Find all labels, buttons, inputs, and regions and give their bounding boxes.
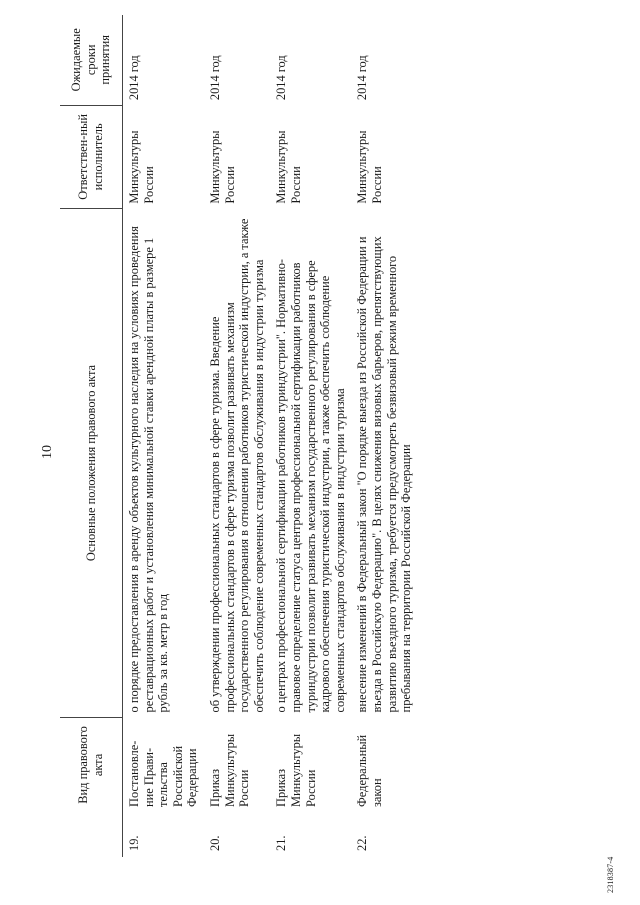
row-type: Федеральный закон <box>355 734 384 807</box>
header-main: Основные положения правового акта <box>60 209 123 718</box>
header-number <box>60 812 123 857</box>
row-responsible: Минкультуры России <box>127 130 156 204</box>
row-type: Приказ Минкультуры России <box>274 733 318 807</box>
header-type: Вид правового акта <box>60 717 123 812</box>
table-row <box>351 15 417 857</box>
table-row <box>270 15 351 857</box>
table-header-row <box>60 15 123 857</box>
row-number: 21. <box>274 835 289 851</box>
header-date: Ожидаемые сроки принятия <box>60 15 123 105</box>
row-responsible: Минкультуры России <box>355 130 384 204</box>
row-number: 19. <box>127 835 141 851</box>
table-row <box>204 15 270 857</box>
row-type: Приказ Минкультуры России <box>207 733 252 807</box>
row-date: 2014 год <box>274 55 289 101</box>
row-main: о центрах профессиональной сертификации работников туриндустрии". Нормативно-правовое определение статуса центров профессиональной сертификации работников туриндустрии позволит развивать механизм государственного регулирования в сфере кадрового обеспечения туристической индустрии, а также обеспечить соблюдение современных стандартов обслуживания в индустрии туризма <box>274 258 347 713</box>
header-responsible: Ответствен-ный исполнитель <box>60 105 123 209</box>
row-main: об утверждении профессиональных стандартов в сфере туризма. Введение профессиональных стандартов в сфере туризма позволит развивать механизм государственного регулирования в отношении работников туристической индустрии, а также обеспечить соблюдение современных стандартов обслуживания в индустрии туризма <box>207 218 266 713</box>
row-date: 2014 год <box>355 55 370 101</box>
row-responsible: Минкультуры России <box>274 130 303 204</box>
page-number: 10 <box>40 445 55 459</box>
row-date: 2014 год <box>127 55 141 101</box>
row-number: 20. <box>207 835 222 851</box>
row-main: о порядке предоставления в аренду объектов культурного наследия на условиях проведения реставрационных работ и установления минимальной ставки арендной платы в размере 1 рубль за кв. метр в год <box>127 226 171 713</box>
table-row <box>123 15 204 857</box>
row-type: Постановле-ние Прави-тельства Российской Федерации <box>127 740 200 807</box>
row-responsible: Минкультуры России <box>207 130 237 204</box>
row-number: 22. <box>355 835 370 851</box>
row-date: 2014 год <box>207 55 222 101</box>
row-main: внесение изменений в Федеральный закон "О порядке выезда из Российской Федерации и въезда в Российскую Федерацию". В целях снижения визовых барьеров, препятствующих развитию въездного туризма, требуется предусмотреть безвизовый режим временного пребывания на территории Российской Федерации <box>355 236 414 713</box>
document-id: 2318387-4 <box>606 856 615 893</box>
legal-acts-table <box>60 15 418 857</box>
